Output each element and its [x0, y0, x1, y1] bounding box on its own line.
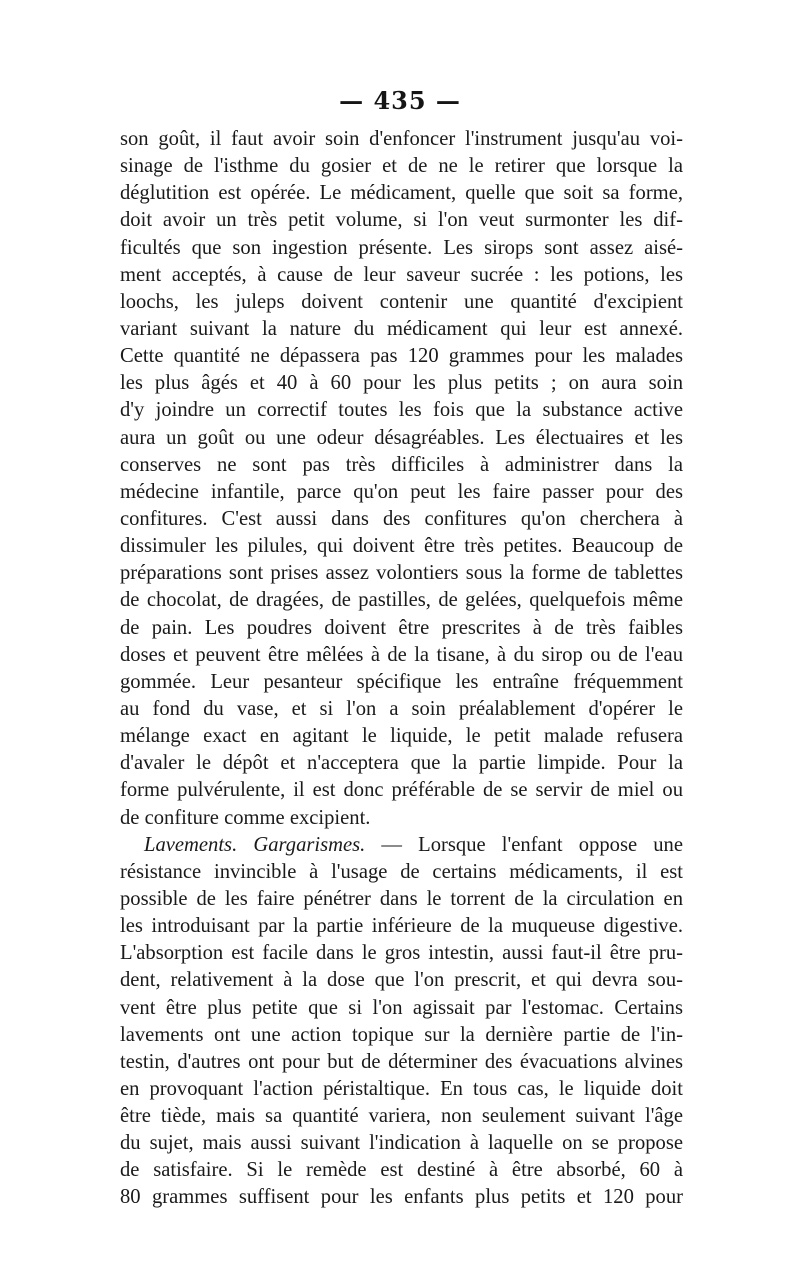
text-line: dent, relativement à la dose que l'on prescrit, et qui devra sou- — [120, 969, 683, 992]
text-line: possible de les faire pénétrer dans le torrent de la circulation en — [120, 887, 683, 910]
text-line: de confiture comme excipient. — [120, 806, 371, 829]
text-line: L'absorption est facile dans le gros intestin, aussi faut-il être pru- — [120, 942, 683, 965]
text-line: lavements ont une action topique sur la dernière partie de l'in- — [120, 1023, 683, 1046]
text-line: être tiède, mais sa quantité variera, non seulement suivant l'âge — [120, 1105, 683, 1128]
paragraph-enemas-gargles — [120, 832, 683, 1212]
text-line: doit avoir un très petit volume, si l'on veut surmonter les dif- — [120, 209, 683, 232]
text-line: mélange exact en agitant le liquide, le petit malade refusera — [120, 725, 683, 748]
text-line: médecine infantile, parce qu'on peut les faire passer pour des — [120, 480, 683, 503]
text-line: de satisfaire. Si le remède est destiné à être absorbé, 60 à — [120, 1159, 683, 1182]
section-heading: Lavements. Gargarismes. — [144, 833, 366, 856]
text-line: forme pulvérulente, il est donc préférable de se servir de miel ou — [120, 779, 683, 802]
text-line: les introduisant par la partie inférieure de la muqueuse digestive. — [120, 915, 683, 938]
text-line: confitures. C'est aussi dans des confitures qu'on cherchera à — [120, 507, 683, 530]
text-line: préparations sont prises assez volontiers sous la forme de tablettes — [120, 562, 683, 585]
body-text — [120, 126, 683, 1212]
paragraph-medication-forms — [120, 126, 683, 832]
page-number: — 435 — — [339, 86, 461, 115]
text-line: aura un goût ou une odeur désagréables. Les électuaires et les — [120, 426, 683, 449]
text-line: Cette quantité ne dépassera pas 120 grammes pour les malades — [120, 345, 683, 368]
text-line: 80 grammes suffisent pour les enfants plus petits et 120 pour — [120, 1186, 683, 1209]
text-line: conserves ne sont pas très difficiles à administrer dans la — [120, 453, 683, 476]
text-line: en provoquant l'action péristaltique. En tous cas, le liquide doit — [120, 1077, 683, 1100]
text-line: d'avaler le dépôt et n'acceptera que la partie limpide. Pour la — [120, 752, 683, 775]
text-line: ficultés que son ingestion présente. Les sirops sont assez aisé- — [120, 236, 683, 259]
text-line: les plus âgés et 40 à 60 pour les plus petits ; on aura soin — [120, 372, 683, 395]
text-line — [120, 832, 683, 859]
text-line: ment acceptés, à cause de leur saveur sucrée : les potions, les — [120, 263, 683, 286]
text-line: de chocolat, de dragées, de pastilles, de gelées, quelquefois même — [120, 589, 683, 612]
text-line: testin, d'autres ont pour but de déterminer des évacuations alvines — [120, 1050, 683, 1073]
text-line: au fond du vase, et si l'on a soin préalablement d'opérer le — [120, 697, 683, 720]
text-line: d'y joindre un correctif toutes les fois que la substance active — [120, 399, 683, 422]
text-line: déglutition est opérée. Le médicament, quelle que soit sa forme, — [120, 182, 683, 205]
text-line: de pain. Les poudres doivent être prescrites à de très faibles — [120, 616, 683, 639]
text-line: vent être plus petite que si l'on agissait par l'estomac. Certains — [120, 996, 683, 1019]
text-line: dissimuler les pilules, qui doivent être très petites. Beaucoup de — [120, 535, 683, 558]
text-line: du sujet, mais aussi suivant l'indication à laquelle on se propose — [120, 1132, 683, 1155]
text-line: variant suivant la nature du médicament qui leur est annexé. — [120, 317, 683, 340]
heading-line-text: — Lorsque l'enfant oppose une — [365, 833, 683, 856]
text-line: sinage de l'isthme du gosier et de ne le retirer que lorsque la — [120, 155, 683, 178]
text-line: loochs, les juleps doivent contenir une quantité d'excipient — [120, 290, 683, 313]
text-line: doses et peuvent être mêlées à de la tisane, à du sirop ou de l'eau — [120, 643, 683, 666]
text-line: gommée. Leur pesanteur spécifique les entraîne fréquemment — [120, 670, 683, 693]
text-line: son goût, il faut avoir soin d'enfoncer l'instrument jusqu'au voi- — [120, 128, 683, 150]
text-line: résistance invincible à l'usage de certains médicaments, il est — [120, 860, 683, 883]
